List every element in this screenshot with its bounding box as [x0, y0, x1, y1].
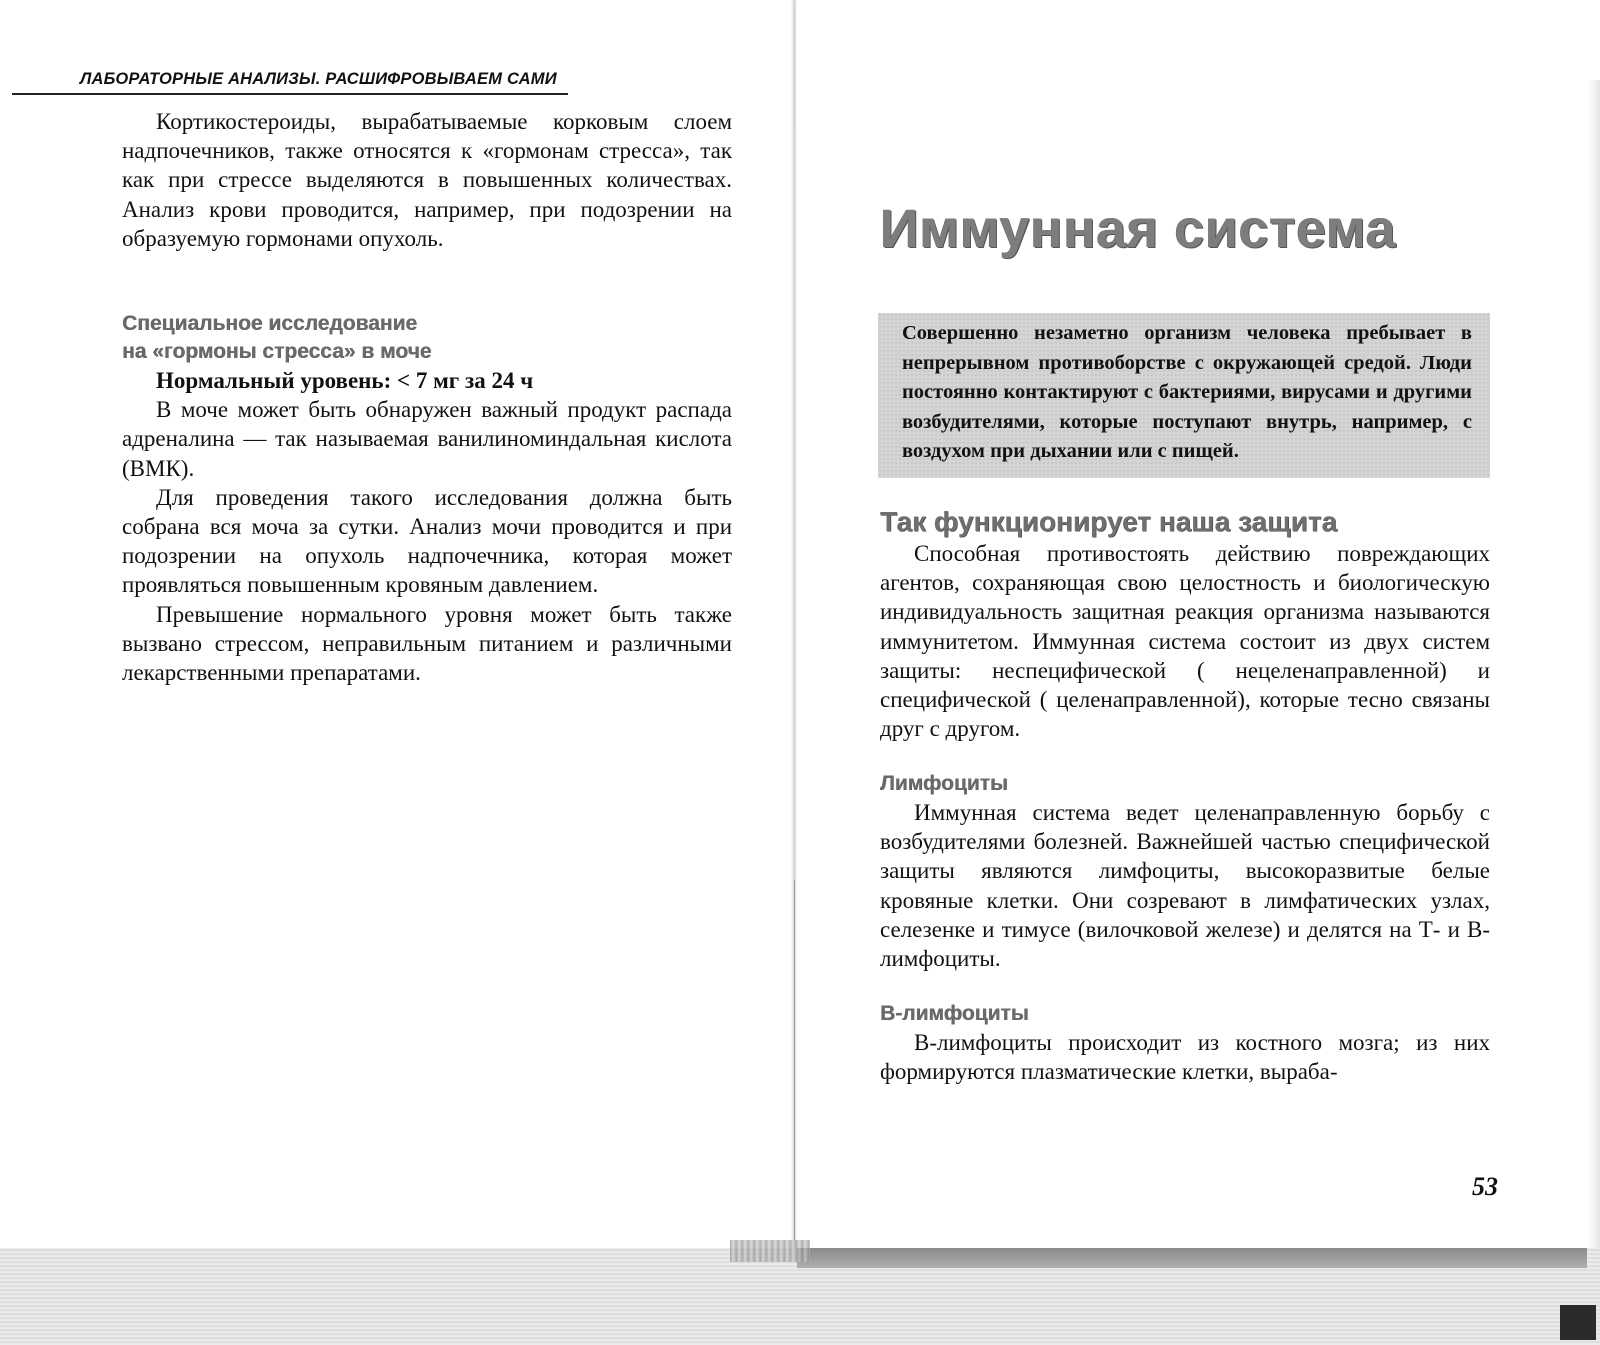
gutter-line: [794, 880, 795, 1240]
gutter-line: [794, 8, 795, 128]
chapter-title: Иммунная система: [880, 199, 1397, 259]
spine-edge: [730, 1240, 810, 1262]
paragraph: Превышение нормального уровня может быть также вызвано стрессом, неправильным питанием и различными лекарственными препаратами.: [122, 601, 732, 686]
paragraph: Кортикостероиды, вырабатываемые корковым слоем надпочечников, также относятся к «гормонам стресса», так как при стрессе выделяются в повышенных количествах. Анализ крови проводится, например, при подозрении на образуемую гормонами опухоль.: [122, 109, 732, 251]
paragraph: В моче может быть обнаружен важный продукт распада адреналина — так называемая ванилиноминдальная кислота (ВМК).: [122, 397, 732, 481]
page-edge-right: [1588, 80, 1600, 1250]
right-column-b-lymphocytes: [880, 1000, 1490, 1086]
paragraph: Иммунная система ведет целенаправленную борьбу с возбудителями болезней. Важнейшей частью специфической защиты являются лимфоциты, высокоразвитые белые кровяные клетки. Они созревают в лимфатических узлах, селезенке и тимусе (вилочковой железе) и делятся на Т- и В-лимфоциты.: [880, 800, 1490, 972]
section-heading: Так функционирует наша защита: [880, 506, 1338, 537]
page-edge-shadow: [797, 1248, 1587, 1268]
subheading: В-лимфоциты: [880, 1002, 1029, 1025]
paragraph: Способная противостоять действию повреждающих агентов, сохраняющая свою целостность и биологическую индивидуальность защитная реакция организма называются иммунитетом. Иммунная система состоит из двух систем защиты: неспецифической ( нецеленаправленной) и специфической ( целенаправленной), которые тесно связаны друг с другом.: [880, 541, 1490, 742]
left-column-main: [122, 310, 732, 687]
subheading: Лимфоциты: [880, 772, 1008, 795]
left-column-top: [122, 107, 732, 253]
paragraph: Для проведения такого исследования должна быть собрана вся моча за сутки. Анализ мочи проводится и при подозрении на опухоль надпочечника, которая может проявляться повышенным кровяным давлением.: [122, 484, 732, 598]
normal-level: Нормальный уровень: < 7 мг за 24 ч: [156, 368, 534, 393]
paragraph: В-лимфоциты происходит из костного мозга; из них формируются плазматические клетки, выраба-: [880, 1030, 1490, 1085]
subheading: на «гормоны стресса» в моче: [122, 340, 432, 363]
edge-corner: [1560, 1305, 1596, 1340]
subheading: Специальное исследование: [122, 312, 418, 335]
right-column-section: [880, 505, 1490, 743]
header-rule: [12, 93, 568, 95]
right-column-lymphocytes: [880, 770, 1490, 973]
intro-box: [878, 313, 1490, 478]
page-number: 53: [1472, 1172, 1498, 1201]
running-header: ЛАБОРАТОРНЫЕ АНАЛИЗЫ. РАСШИФРОВЫВАЕМ САМИ: [80, 70, 557, 88]
intro-text: Совершенно незаметно организм человека пребывает в непрерывном противоборстве с окружающей средой. Люди постоянно контактируют с бактериями, вирусами и другими возбудителями, которые поступают внутрь, например, с воздухом при дыхании или с пищей.: [902, 322, 1472, 462]
